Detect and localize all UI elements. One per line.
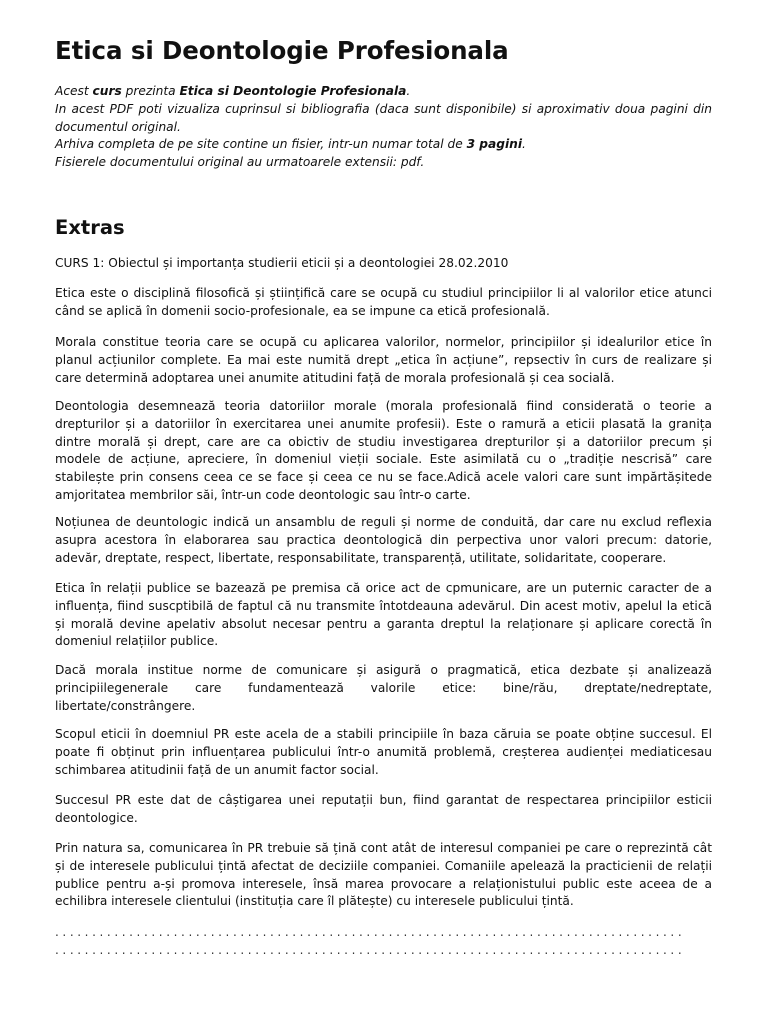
intro-line-2: In acest PDF poti vizualiza cuprinsul si bibliografia (daca sunt disponibile) si aproximativ doua pagini din documentul original. (55, 101, 712, 134)
paragraph-notiunea: Noțiunea de deuntologic indică un ansamblu de reguli și norme de conduită, dar care nu exclud reflexia asupra acestora în elaborarea sau practica deontologică din perpectiva unor valori precum: datorie, adevăr, dreptate, respect, libertate, responsabilitate, transparență, utilitate, solidaritate, cooperare. (55, 515, 712, 565)
dotted-separator: ..................................................................................... (55, 926, 686, 938)
intro-line-4: Fisierele documentului original au urmatoarele extensii: pdf. (55, 155, 425, 170)
intro-bold-curs: curs (92, 84, 122, 98)
paragraph-comunicarea: Prin natura sa, comunicarea în PR trebuie să țină cont atât de interesul companiei pe care o reprezintă cât și de interesele publicului țintă afectat de deciziile companiei. Comaniile apelează la practicienii de relații publice pentru a-și promova interesele, însă marea provocare a relaționistului public este aceea de a echilibra interesele clientului (instituția care îl plătește) cu interesele publicului țintă. (55, 841, 712, 909)
intro-bold-page-count: 3 pagini (466, 137, 523, 152)
intro-line-3 (55, 136, 712, 154)
intro-bold-course-name: Etica si Deontologie Profesionala (179, 84, 407, 98)
paragraph-scopul: Scopul eticii în doemniul PR este acela de a stabili principiile în baza căruia se poate obține succesul. El poate fi obținut prin influențarea publicului într-o anumită problemă, creșterea audienței mediaticesau schimbarea atitudinii față de un anumit factor social. (55, 727, 712, 777)
intro-text: . (406, 84, 411, 98)
paragraph-etica-rp: Etica în relații publice se bazează pe premisa că orice act de cpmunicare, are un puternic caracter de a influența, fiind suscptibilă de faptul că nu transmite întotdeauna adevărul. Din acest motiv, apelul la etică și morală devine apelativ absolut necesar pentru a garanta dreptul la relaționare și aplicare corectă în domeniul relațiilor publice. (55, 581, 712, 649)
intro-block (55, 83, 712, 172)
intro-text: . (522, 137, 526, 152)
intro-text: prezinta (121, 84, 180, 98)
intro-line-1 (55, 83, 712, 101)
dotted-separator: ..................................................................................... (55, 944, 686, 956)
intro-text: Arhiva completa de pe site contine un fisier, intr-un numar total de (55, 137, 467, 152)
intro-text: Acest (55, 84, 93, 98)
paragraph-etica: Etica este o disciplină filosofică și științifică care se ocupă cu studiul principiilor li al valorilor etice atunci când se aplică în domenii socio-profesionale, ea se impune ca etică profesională. (55, 286, 712, 318)
paragraph-deontologia: Deontologia desemnează teoria datoriilor morale (morala profesională fiind considerată o teorie a drepturilor și a datoriilor în exercitarea unei anumite profesii). Este o ramură a eticii plasată la granița dintre morală și drept, care are ca obictiv de studiu investigarea drepturilor și a datoriilor precum și modele de acțiune, apreciere, în domeniul vieții sociale. Este asimilată cu o „tradiție nescrisă” care stabilește prin consens ceea ce se face și ceea ce nu se face.Adică acele valori care sunt impărtășitede amjoritatea membrilor săi, într-un code deontologic sau într-o carte. (55, 399, 712, 502)
paragraph-morala: Morala constitue teoria care se ocupă cu aplicarea valorilor, normelor, principiilor și idealurilor etice în planul acțiunilor complete. Ea mai este numită drept „etica în acțiune”, repsectiv în curs de realizare și care determină adoptarea unei anumite atitudini față de morala profesională și cea socială. (55, 335, 712, 385)
document-title: Etica si Deontologie Profesionala (55, 36, 509, 65)
extras-heading: Extras (55, 216, 125, 239)
paragraph-morala-norme: Dacă morala institue norme de comunicare și asigură o pragmatică, etica dezbate și analizează principiilegenerale care fundamentează valorile etice: bine/rău, dreptate/nedreptate, libertate/constrângere. (55, 663, 712, 713)
paragraph-succesul: Succesul PR este dat de câștigarea unei reputații bun, fiind garantat de respectarea principiilor esticii deontologice. (55, 793, 712, 825)
paragraph-course-title: CURS 1: Obiectul și importanța studierii eticii și a deontologiei 28.02.2010 (55, 256, 509, 270)
